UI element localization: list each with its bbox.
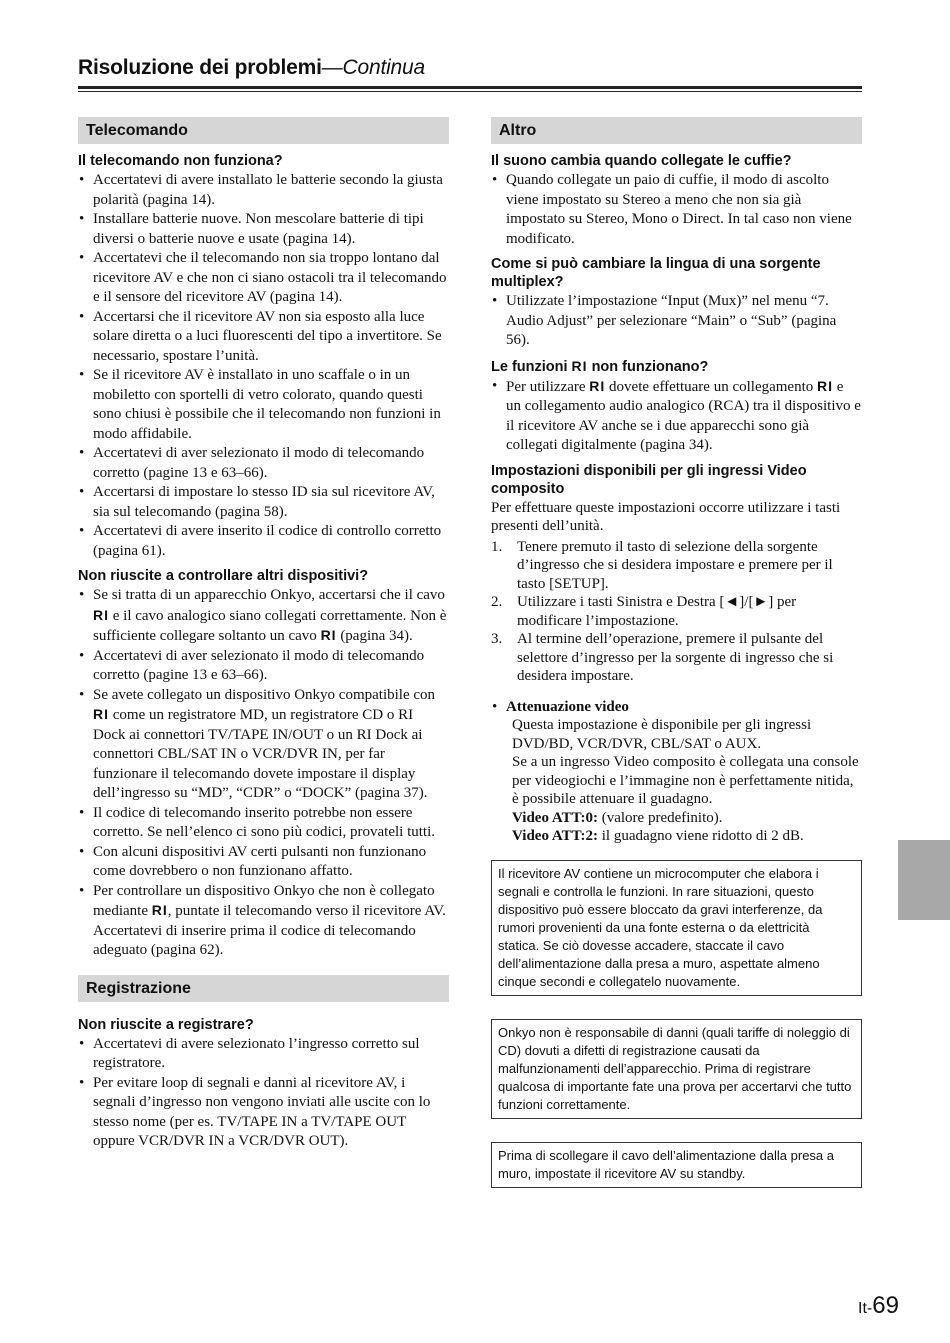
list-item: • Accertarsi di impostare lo stesso ID sia sul ricevitore AV, sia sul telecomando (pagina 58).: [78, 483, 449, 522]
step-text: Utilizzare i tasti Sinistra e Destra [◄]/[►] per modificare l’impostazione.: [517, 594, 797, 629]
list-item: • Accertatevi che il telecomando non sia troppo lontano dal ricevitore AV e che non ci siano ostacoli tra il telecomando e il sensore del ricevitore AV (pagina 14).: [78, 249, 449, 308]
video-attenuation-title: • Attenuazione video: [506, 698, 629, 715]
list-item-text: Per controllare un dispositivo Onkyo che non è collegato mediante: [93, 882, 435, 919]
list-item: • Accertatevi di avere installato le batterie secondo la giusta polarità (pagina 14).: [78, 171, 449, 210]
list-item: • Accertarsi che il ricevitore AV non sia esposto alla luce solare diretta o a luci fluorescenti del tipo a invertitore. Se necessario, spostare l’unità.: [78, 308, 449, 367]
list-item: [491, 377, 862, 456]
ri-logo-icon: RI: [93, 606, 109, 623]
step-text: Tenere premuto il tasto di selezione della sorgente d’ingresso che si desidera impostare e premere per il tasto [SETUP].: [517, 538, 833, 592]
page-title-continued: —Continua: [321, 56, 425, 79]
step-number: 3.: [491, 631, 503, 647]
step-number: 2.: [491, 594, 503, 610]
question-cannot-record: Non riuscite a registrare?: [78, 1016, 254, 1033]
question-ri-functions: [491, 357, 862, 376]
list-item: • Quando collegate un paio di cuffie, il modo di ascolto viene impostato su Stereo a meno che non sia già impostato su Stereo, Mono o Direct. In tal caso non viene modificato.: [491, 171, 862, 249]
question-text: Le funzioni: [491, 358, 572, 375]
page-header: [78, 56, 862, 80]
section-title-registrazione: Registrazione: [78, 975, 449, 1002]
question-headphones: Il suono cambia quando collegate le cuffie?: [491, 153, 792, 169]
video-att-option-0: [506, 809, 862, 828]
recording-checklist: [78, 1035, 449, 1152]
multiplex-list: [491, 292, 862, 351]
ri-functions-list: [491, 377, 862, 456]
list-item: • Il codice di telecomando inserito potrebbe non essere corretto. Se nell’elenco ci sono più codici, provateli tutti.: [78, 804, 449, 843]
left-column: [78, 117, 449, 1158]
option-text: (valore predefinito).: [597, 809, 723, 826]
list-item: [78, 686, 449, 804]
list-item-text: dovete effettuare un collegamento: [605, 378, 818, 395]
list-item-text: e un collegamento audio analogico (RCA) tra il dispositivo e il ricevitore AV anche se i due apparecchi sono già collegati digitalmente (pagina 34).: [506, 378, 861, 453]
page-number: [858, 1292, 899, 1320]
question-remote-not-working: Il telecomando non funziona?: [78, 153, 283, 169]
video-attenuation-desc: Questa impostazione è disponibile per gli ingressi DVD/BD, VCR/DVR, CBL/SAT o AUX.: [512, 717, 812, 752]
remote-checklist: [78, 171, 449, 561]
section-title-altro: Altro: [491, 117, 862, 144]
page-title-text: Risoluzione dei problemi: [78, 56, 322, 79]
page-lang: It-: [858, 1300, 873, 1317]
ri-logo-icon: RI: [93, 706, 109, 722]
video-attenuation-desc: Se a un ingresso Video composito è collegata una console per videogiochi e l’immagine non è perfettamente nitida, è possibile attenuare il guadagno.: [512, 754, 859, 807]
ri-logo-icon: RI: [571, 357, 588, 374]
list-item-text: Per utilizzare: [506, 378, 590, 395]
video-att-option-2: [506, 827, 862, 846]
ri-logo-icon: RI: [589, 377, 606, 394]
ri-logo-icon: RI: [151, 902, 168, 918]
question-text: non funzionano?: [587, 358, 709, 375]
step-number: 1.: [491, 538, 503, 555]
note-box-standby: Prima di scollegare il cavo dell’alimentazione dalla presa a muro, impostate il ricevitore AV su standby.: [491, 1142, 862, 1188]
step-item: [491, 538, 862, 594]
composite-video-intro: Per effettuare queste impostazioni occorre utilizzare i tasti presenti dell’unità.: [491, 499, 841, 534]
composite-video-steps: [491, 538, 862, 686]
list-item: • Accertatevi di avere selezionato l’ingresso corretto sul registratore.: [78, 1035, 449, 1074]
header-rule-thin: [78, 91, 862, 92]
side-tab-marker: [898, 840, 950, 920]
right-column: [491, 117, 862, 1188]
step-item: [491, 630, 862, 686]
list-item-text: come un registratore MD, un registratore CD o RI Dock ai connettori TV/TAPE IN/OUT o un RI Dock ai connettori CBL/SAT IN o VCR/DVR IN, per far funzionare il telecomando dovete impostare il display dell’ingresso su “MD”, “CDR” o “DOCK” (pagina 37).: [93, 707, 428, 801]
headphones-list: [491, 171, 862, 249]
video-attenuation: [491, 698, 862, 846]
list-item: • Utilizzate l’impostazione “Input (Mux)” nel menu “7. Audio Adjust” per selezionare “Main” o “Sub” (pagina 56).: [491, 292, 862, 351]
list-item: • Se il ricevitore AV è installato in uno scaffale o in un mobiletto con sportelli di vetro colorato, quando questi sono chiusi è possibile che il telecomando non funzioni in modo affidabile.: [78, 366, 449, 444]
list-item: • Accertatevi di aver selezionato il modo di telecomando corretto (pagine 13 e 63–66).: [78, 444, 449, 483]
other-devices-checklist: [78, 586, 449, 961]
list-item: • Per evitare loop di segnali e danni al ricevitore AV, i segnali d’ingresso non vengono inviati alle uscite con lo stesso nome (per es. TV/TAPE IN a TV/TAPE OUT oppure VCR/DVR IN a VCR/DVR OUT).: [78, 1074, 449, 1152]
question-composite-video: Impostazioni disponibili per gli ingressi Video composito: [491, 462, 807, 497]
page-number-value: 69: [872, 1292, 899, 1319]
page-title: [78, 56, 862, 80]
list-item-text: (pagina 34).: [336, 628, 413, 644]
option-label: Video ATT:2:: [512, 828, 598, 844]
list-item-text: Se avete collegato un dispositivo Onkyo compatibile con: [93, 686, 436, 703]
section-title-telecomando: Telecomando: [78, 117, 449, 144]
step-item: [491, 593, 862, 630]
list-item: • Con alcuni dispositivi AV certi pulsanti non funzionano come dovrebbero o non funzionano affatto.: [78, 843, 449, 882]
list-item: • Installare batterie nuove. Non mescolare batterie di tipi diversi o batterie nuove e usate (pagina 14).: [78, 210, 449, 249]
question-multiplex-language: Come si può cambiare la lingua di una sorgente multiplex?: [491, 256, 821, 290]
ri-logo-icon: RI: [817, 377, 834, 394]
list-item: [78, 882, 449, 961]
note-box-liability: Onkyo non è responsabile di danni (quali tariffe di noleggio di CD) dovuti a difetti di registrazione causati da malfunzionamenti dell’apparecchio. Prima di registrare qualcosa di importante fate una prova per accertarvi che tutto funzioni correttamente.: [491, 1019, 862, 1119]
step-text: Al termine dell’operazione, premere il pulsante del selettore d’ingresso per la sorgente di ingresso che si desidera impostare.: [517, 631, 834, 684]
list-item-text: Se si tratta di un apparecchio Onkyo, accertarsi che il cavo: [93, 587, 445, 603]
list-item-text: , puntate il telecomando verso il ricevitore AV. Accertatevi di inserire prima il codice di telecomando adeguato (pagina 62).: [93, 903, 446, 958]
list-item-text: e il cavo analogico siano collegati correttamente. Non è sufficiente collegare soltanto un cavo: [93, 607, 447, 644]
list-item: [78, 586, 449, 647]
header-rule: [78, 86, 862, 89]
list-item: • Accertatevi di aver selezionato il modo di telecomando corretto (pagine 13 e 63–66).: [78, 647, 449, 686]
note-box-microcomputer: Il ricevitore AV contiene un microcomputer che elabora i segnali e controlla le funzioni. In rare situazioni, questo dispositivo può essere bloccato da gravi interferenze, da rumori provenienti da una fonte esterna o da elettricità statica. Se ciò dovesse accadere, staccate il cavo dell’alimentazione dalla presa a muro, aspettate almeno cinque secondi e collegatelo nuovamente.: [491, 860, 862, 996]
question-other-devices: Non riuscite a controllare altri dispositivi?: [78, 568, 369, 584]
list-item: • Accertatevi di avere inserito il codice di controllo corretto (pagina 61).: [78, 522, 449, 561]
ri-logo-icon: RI: [320, 627, 337, 643]
option-text: il guadagno viene ridotto di 2 dB.: [597, 828, 804, 844]
option-label: Video ATT:0:: [512, 809, 598, 826]
